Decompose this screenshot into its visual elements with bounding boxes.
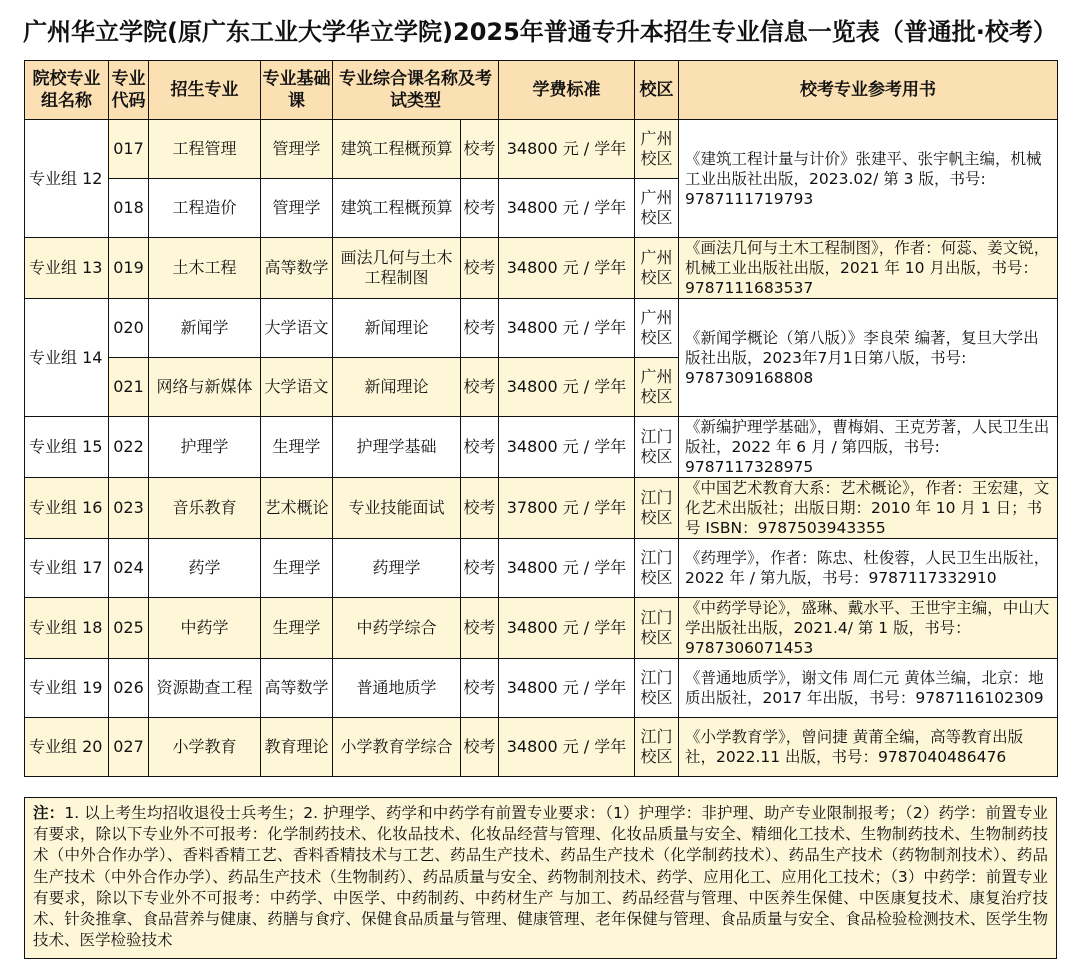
group-cell: 专业组 15 xyxy=(25,417,109,478)
campus-cell: 广州校区 xyxy=(635,179,679,238)
book-cell: 《新编护理学基础》，曹梅娟、王克芳著，人民卫生出版社，2022 年 6 月 / 第四版，书号: 9787117328975 xyxy=(679,417,1058,478)
code-cell: 019 xyxy=(109,238,149,299)
major-cell: 新闻学 xyxy=(149,299,261,358)
fee-cell: 34800 元 / 学年 xyxy=(499,539,635,598)
admissions-table xyxy=(24,60,1058,777)
header-code: 专业代码 xyxy=(109,61,149,120)
major-cell: 药学 xyxy=(149,539,261,598)
type-cell: 校考 xyxy=(461,718,499,777)
table-row xyxy=(25,478,1058,539)
course-cell: 新闻理论 xyxy=(333,299,461,358)
header-course: 专业综合课名称及考试类型 xyxy=(333,61,499,120)
course-cell: 专业技能面试 xyxy=(333,478,461,539)
header-book: 校考专业参考用书 xyxy=(679,61,1058,120)
basic-cell: 生理学 xyxy=(261,539,333,598)
group-cell: 专业组 13 xyxy=(25,238,109,299)
table-row xyxy=(25,120,1058,179)
table-row xyxy=(25,299,1058,358)
group-cell: 专业组 18 xyxy=(25,598,109,659)
campus-cell: 广州校区 xyxy=(635,358,679,417)
major-cell: 护理学 xyxy=(149,417,261,478)
header-row xyxy=(25,61,1058,120)
basic-cell: 高等数学 xyxy=(261,659,333,718)
book-cell: 《中国艺术教育大系：艺术概论》，作者：王宏建，文化艺术出版社；出版日期：2010 年 10 月 1 日；书号 ISBN：9787503943355 xyxy=(679,478,1058,539)
type-cell: 校考 xyxy=(461,179,499,238)
table-row xyxy=(25,539,1058,598)
code-cell: 026 xyxy=(109,659,149,718)
table-row xyxy=(25,417,1058,478)
fee-cell: 34800 元 / 学年 xyxy=(499,659,635,718)
major-cell: 工程管理 xyxy=(149,120,261,179)
type-cell: 校考 xyxy=(461,598,499,659)
type-cell: 校考 xyxy=(461,238,499,299)
basic-cell: 高等数学 xyxy=(261,238,333,299)
fee-cell: 34800 元 / 学年 xyxy=(499,179,635,238)
header-fee: 学费标准 xyxy=(499,61,635,120)
fee-cell: 34800 元 / 学年 xyxy=(499,238,635,299)
basic-cell: 生理学 xyxy=(261,417,333,478)
course-cell: 新闻理论 xyxy=(333,358,461,417)
code-cell: 020 xyxy=(109,299,149,358)
table-row xyxy=(25,718,1058,777)
fee-cell: 34800 元 / 学年 xyxy=(499,598,635,659)
major-cell: 资源勘查工程 xyxy=(149,659,261,718)
type-cell: 校考 xyxy=(461,417,499,478)
fee-cell: 34800 元 / 学年 xyxy=(499,718,635,777)
table-row xyxy=(25,598,1058,659)
basic-cell: 大学语文 xyxy=(261,358,333,417)
course-cell: 画法几何与土木工程制图 xyxy=(333,238,461,299)
header-basic: 专业基础课 xyxy=(261,61,333,120)
book-cell: 《新闻学概论（第八版）》李良荣 编著，复旦大学出版社出版，2023年7月1日第八版，书号: 9787309168808 xyxy=(679,299,1058,417)
header-campus: 校区 xyxy=(635,61,679,120)
course-cell: 护理学基础 xyxy=(333,417,461,478)
footnote-text: 1. 以上考生均招收退役士兵考生；2. 护理学、药学和中药学有前置专业要求：（1）护理学：非护理、助产专业限制报考；（2）药学：前置专业有要求，除以下专业外不可报考：化学制药技术、化妆品技术、化妆品经营与管理、化妆品质量与安全、精细化工技术、生物制药技术、生物制药技术（中外合作办学）、香料香精工艺、香料香精技术与工艺、药品生产技术、药品生产技术（化学制药技术）、药品生产技术（药物制剂技术）、药品生产技术（中外合作办学）、药品生产技术（生物制药）、药品质量与安全、药物制剂技术、药学、应用化工、应用化工技术；（3）中药学：前置专业有要求，除以下专业外不可报考：中药学、中医学、中药制药、中药材生产 与加工、药品经营与管理、中医养生保健、中医康复技术、康复治疗技术、针灸推拿、食品营养与健康、药膳与食疗、保健食品质量与管理、健康管理、老年保健与管理、食品质量与安全、食品检验检测技术、医学生物技术、医学检验技术 xyxy=(33,804,1048,950)
group-cell: 专业组 16 xyxy=(25,478,109,539)
major-cell: 音乐教育 xyxy=(149,478,261,539)
type-cell: 校考 xyxy=(461,120,499,179)
campus-cell: 广州校区 xyxy=(635,238,679,299)
header-group: 院校专业组名称 xyxy=(25,61,109,120)
course-cell: 建筑工程概预算 xyxy=(333,179,461,238)
course-cell: 药理学 xyxy=(333,539,461,598)
fee-cell: 34800 元 / 学年 xyxy=(499,358,635,417)
page-title: 广州华立学院(原广东工业大学华立学院)2025年普通专升本招生专业信息一览表（普通批·校考） xyxy=(23,18,1057,46)
type-cell: 校考 xyxy=(461,539,499,598)
group-cell: 专业组 17 xyxy=(25,539,109,598)
book-cell: 《小学教育学》，曾问捷 黄莆全编，高等教育出版社，2022.11 出版，书号：9787040486476 xyxy=(679,718,1058,777)
campus-cell: 江门校区 xyxy=(635,598,679,659)
basic-cell: 教育理论 xyxy=(261,718,333,777)
course-cell: 小学教育学综合 xyxy=(333,718,461,777)
book-cell: 《中药学导论》，盛琳、戴水平、王世宇主编，中山大学出版社出版，2021.4/ 第 1 版，书号：9787306071453 xyxy=(679,598,1058,659)
code-cell: 024 xyxy=(109,539,149,598)
type-cell: 校考 xyxy=(461,358,499,417)
book-cell: 《药理学》，作者：陈忠、杜俊蓉，人民卫生出版社，2022 年 / 第九版，书号：9787117332910 xyxy=(679,539,1058,598)
code-cell: 023 xyxy=(109,478,149,539)
campus-cell: 江门校区 xyxy=(635,417,679,478)
type-cell: 校考 xyxy=(461,478,499,539)
book-cell: 《普通地质学》，谢文伟 周仁元 黄体兰编，北京：地质出版社，2017 年出版，书号：9787116102309 xyxy=(679,659,1058,718)
footnote xyxy=(24,797,1057,959)
book-cell: 《建筑工程计量与计价》张建平、张宇帆主编，机械工业出版社出版，2023.02/ 第 3 版，书号: 9787111719793 xyxy=(679,120,1058,238)
basic-cell: 艺术概论 xyxy=(261,478,333,539)
campus-cell: 江门校区 xyxy=(635,659,679,718)
type-cell: 校考 xyxy=(461,659,499,718)
group-cell: 专业组 20 xyxy=(25,718,109,777)
major-cell: 网络与新媒体 xyxy=(149,358,261,417)
fee-cell: 34800 元 / 学年 xyxy=(499,120,635,179)
type-cell: 校考 xyxy=(461,299,499,358)
fee-cell: 34800 元 / 学年 xyxy=(499,417,635,478)
basic-cell: 管理学 xyxy=(261,120,333,179)
code-cell: 018 xyxy=(109,179,149,238)
course-cell: 中药学综合 xyxy=(333,598,461,659)
group-cell: 专业组 12 xyxy=(25,120,109,238)
code-cell: 022 xyxy=(109,417,149,478)
fee-cell: 34800 元 / 学年 xyxy=(499,299,635,358)
course-cell: 建筑工程概预算 xyxy=(333,120,461,179)
code-cell: 027 xyxy=(109,718,149,777)
basic-cell: 生理学 xyxy=(261,598,333,659)
major-cell: 土木工程 xyxy=(149,238,261,299)
group-cell: 专业组 19 xyxy=(25,659,109,718)
campus-cell: 江门校区 xyxy=(635,718,679,777)
basic-cell: 大学语文 xyxy=(261,299,333,358)
code-cell: 017 xyxy=(109,120,149,179)
table-row xyxy=(25,659,1058,718)
fee-cell: 37800 元 / 学年 xyxy=(499,478,635,539)
campus-cell: 广州校区 xyxy=(635,299,679,358)
table-row xyxy=(25,238,1058,299)
code-cell: 021 xyxy=(109,358,149,417)
campus-cell: 江门校区 xyxy=(635,478,679,539)
course-cell: 普通地质学 xyxy=(333,659,461,718)
campus-cell: 广州校区 xyxy=(635,120,679,179)
group-cell: 专业组 14 xyxy=(25,299,109,417)
major-cell: 中药学 xyxy=(149,598,261,659)
book-cell: 《画法几何与土木工程制图》，作者：何蕊、姜文锐，机械工业出版社出版，2021 年 10 月出版，书号：9787111683537 xyxy=(679,238,1058,299)
footnote-label: 注： xyxy=(33,804,65,822)
major-cell: 工程造价 xyxy=(149,179,261,238)
campus-cell: 江门校区 xyxy=(635,539,679,598)
header-major: 招生专业 xyxy=(149,61,261,120)
code-cell: 025 xyxy=(109,598,149,659)
basic-cell: 管理学 xyxy=(261,179,333,238)
major-cell: 小学教育 xyxy=(149,718,261,777)
